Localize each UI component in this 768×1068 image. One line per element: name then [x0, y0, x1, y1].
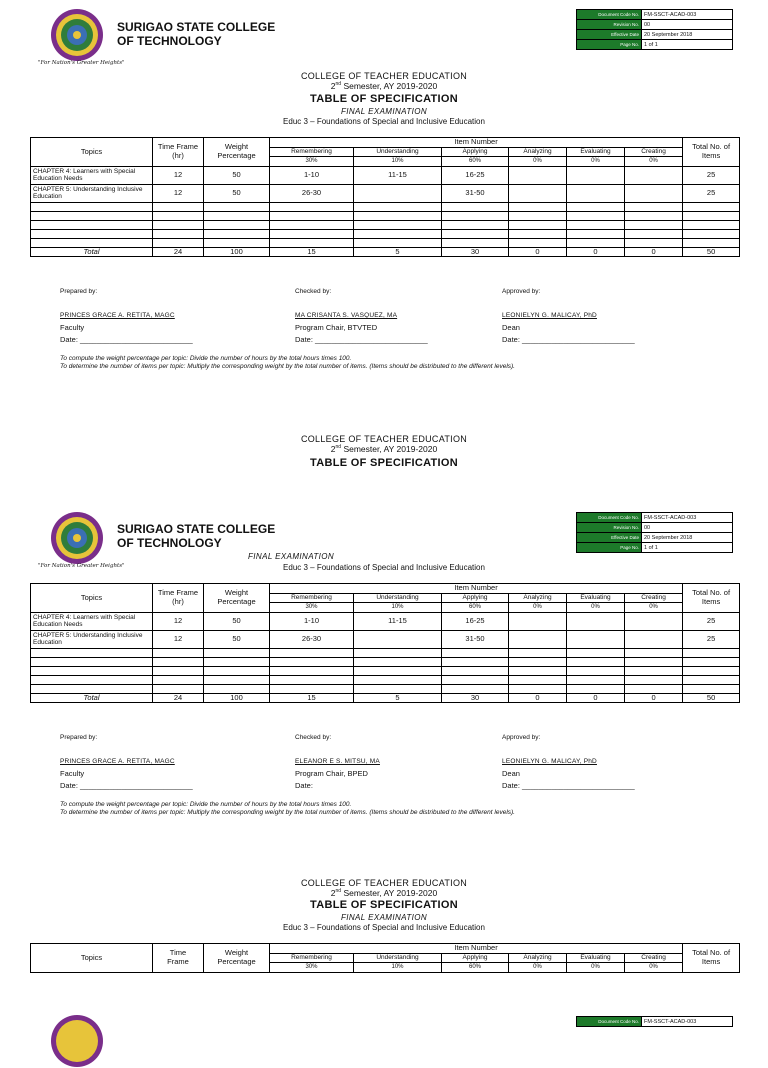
level-evaluating: Evaluating: [567, 953, 625, 963]
approved-by-block: Approved by: LEONIELYN G. MALICAY, PhD Dean Date: ___________________________: [502, 734, 635, 790]
level-understanding: Understanding: [354, 147, 442, 157]
header-total-items: Total No. of Items: [683, 138, 740, 167]
level-creating: Creating: [625, 953, 683, 963]
header-item-number: Item Number: [270, 584, 683, 594]
pct-remembering: 30%: [270, 963, 354, 973]
approved-by-block: Approved by: LEONIELYN G. MALICAY, PhD Dean Date: ___________________________: [502, 288, 635, 344]
school-tagline: "For Nation's Greater Heights": [38, 563, 125, 569]
pct-understanding: 10%: [354, 603, 442, 613]
course-title: Educ 3 – Foundations of Special and Inclusive Education: [283, 923, 485, 932]
prepared-by-name: PRINCES GRACE A. RETITA, MAGC: [60, 312, 175, 319]
level-remembering: Remembering: [270, 593, 354, 603]
pct-applying: 60%: [442, 157, 509, 167]
level-analyzing: Analyzing: [509, 593, 567, 603]
specification-table: [30, 583, 740, 703]
semester-heading: 2nd Semester, AY 2019-2020: [330, 444, 438, 454]
specification-table: [30, 137, 740, 257]
header-weight: Weight Percentage: [204, 138, 270, 167]
level-understanding: Understanding: [354, 953, 442, 963]
exam-title: FINAL EXAMINATION: [248, 552, 335, 561]
pct-creating: 0%: [625, 157, 683, 167]
level-evaluating: Evaluating: [567, 147, 625, 157]
college-heading: COLLEGE OF TEACHER EDUCATION: [300, 878, 468, 888]
empty-row: [31, 684, 740, 693]
table-row: CHAPTER 5: Understanding Inclusive Education 12 50 26-30 31-50 25: [31, 184, 740, 202]
empty-row: [31, 648, 740, 657]
document-title: TABLE OF SPECIFICATION: [310, 899, 458, 911]
level-analyzing: Analyzing: [509, 953, 567, 963]
college-heading: COLLEGE OF TEACHER EDUCATION: [300, 434, 468, 444]
header-topics: Topics: [31, 138, 153, 167]
pct-applying: 60%: [442, 603, 509, 613]
pct-creating: 0%: [625, 963, 683, 973]
specification-table: [30, 943, 740, 973]
header-topics: Topics: [31, 944, 153, 973]
pct-understanding: 10%: [354, 157, 442, 167]
college-heading: COLLEGE OF TEACHER EDUCATION: [300, 71, 468, 81]
level-creating: Creating: [625, 593, 683, 603]
semester-heading: 2nd Semester, AY 2019-2020: [330, 888, 438, 898]
empty-row: [31, 675, 740, 684]
pct-analyzing: 0%: [509, 963, 567, 973]
checked-by-name: ELEANOR E S. MITSU, MA: [295, 758, 380, 765]
prepared-by-name: PRINCES GRACE A. RETITA, MAGC: [60, 758, 175, 765]
header-weight: Weight Percentage: [204, 584, 270, 613]
college-seal-logo: [50, 1014, 104, 1068]
level-remembering: Remembering: [270, 147, 354, 157]
instructions-note: To compute the weight percentage per topic: Divide the number of hours by the total hours times 100. To determine the number of items per topic: Multiply the corresponding weight by the total number of items. (Items should be distributed to the different levels).: [60, 801, 515, 816]
pct-creating: 0%: [625, 603, 683, 613]
level-applying: Applying: [442, 147, 509, 157]
empty-row: [31, 220, 740, 229]
school-name: SURIGAO STATE COLLEGE OF TECHNOLOGY: [117, 522, 276, 550]
empty-row: [31, 211, 740, 220]
exam-title: FINAL EXAMINATION: [340, 913, 428, 922]
level-applying: Applying: [442, 953, 509, 963]
prepared-by-block: Prepared by: PRINCES GRACE A. RETITA, MAGC Faculty Date: ___________________________: [60, 734, 193, 790]
level-creating: Creating: [625, 147, 683, 157]
pct-evaluating: 0%: [567, 157, 625, 167]
table-row: CHAPTER 4: Learners with Special Education Needs 12 50 1-10 11-15 16-25 25: [31, 612, 740, 630]
approved-by-name: LEONIELYN G. MALICAY, PhD: [502, 312, 597, 319]
checked-by-name: MA CRISANTA S. VASQUEZ, MA: [295, 312, 398, 319]
instructions-note: To compute the weight percentage per topic: Divide the number of hours by the total hours times 100. To determine the number of items per topic: Multiply the corresponding weight by the total number of items. (Items should be distributed to the different levels).: [60, 355, 515, 370]
table-row: CHAPTER 5: Understanding Inclusive Education 12 50 26-30 31-50 25: [31, 630, 740, 648]
level-applying: Applying: [442, 593, 509, 603]
checked-by-block: Checked by: MA CRISANTA S. VASQUEZ, MA Program Chair, BTVTED Date: ___________________________: [295, 288, 428, 344]
checked-by-block: Checked by: ELEANOR E S. MITSU, MA Program Chair, BPED Date:: [295, 734, 380, 790]
empty-row: [31, 238, 740, 247]
semester-heading: 2nd Semester, AY 2019-2020: [330, 81, 438, 91]
approved-by-name: LEONIELYN G. MALICAY, PhD: [502, 758, 597, 765]
college-seal-logo: [50, 511, 104, 565]
empty-row: [31, 229, 740, 238]
empty-row: [31, 666, 740, 675]
college-seal-logo: [50, 8, 104, 62]
header-item-number: Item Number: [270, 138, 683, 148]
pct-evaluating: 0%: [567, 963, 625, 973]
document-code-table: Document Code No. FM-SSCT-ACAD-003 Revision No. 00 Effective Date 20 September 2018 Page No. 1 of 1: [576, 9, 733, 50]
pct-evaluating: 0%: [567, 603, 625, 613]
header-time-frame: Time Frame: [153, 944, 204, 973]
document-code-table: Document Code No. FM-SSCT-ACAD-003 Revision No. 00 Effective Date 20 September 2018 Page No. 1 of 1: [576, 512, 733, 553]
pct-remembering: 30%: [270, 603, 354, 613]
level-remembering: Remembering: [270, 953, 354, 963]
pct-analyzing: 0%: [509, 603, 567, 613]
document-title: TABLE OF SPECIFICATION: [310, 457, 458, 469]
header-time-frame: Time Frame (hr): [153, 138, 204, 167]
exam-title: FINAL EXAMINATION: [340, 107, 428, 116]
totals-row: Total 24 100 15 5 30 0 0 0 50: [31, 693, 740, 702]
level-analyzing: Analyzing: [509, 147, 567, 157]
level-evaluating: Evaluating: [567, 593, 625, 603]
prepared-by-block: Prepared by: PRINCES GRACE A. RETITA, MAGC Faculty Date: ___________________________: [60, 288, 193, 344]
pct-analyzing: 0%: [509, 157, 567, 167]
level-understanding: Understanding: [354, 593, 442, 603]
header-item-number: Item Number: [270, 944, 683, 954]
course-title: Educ 3 – Foundations of Special and Inclusive Education: [283, 563, 485, 572]
school-name: SURIGAO STATE COLLEGE OF TECHNOLOGY: [117, 20, 276, 48]
empty-row: [31, 657, 740, 666]
pct-applying: 60%: [442, 963, 509, 973]
header-time-frame: Time Frame (hr): [153, 584, 204, 613]
header-total-items: Total No. of Items: [683, 944, 740, 973]
totals-row: Total 24 100 15 5 30 0 0 0 50: [31, 247, 740, 256]
table-row: CHAPTER 4: Learners with Special Education Needs 12 50 1-10 11-15 16-25 25: [31, 166, 740, 184]
school-tagline: "For Nation's Greater Heights": [38, 60, 125, 66]
empty-row: [31, 202, 740, 211]
header-weight: Weight Percentage: [204, 944, 270, 973]
pct-understanding: 10%: [354, 963, 442, 973]
course-title: Educ 3 – Foundations of Special and Inclusive Education: [283, 117, 485, 126]
document-title: TABLE OF SPECIFICATION: [310, 93, 458, 105]
header-topics: Topics: [31, 584, 153, 613]
header-total-items: Total No. of Items: [683, 584, 740, 613]
document-code-table: Document Code No. FM-SSCT-ACAD-003: [576, 1016, 733, 1027]
pct-remembering: 30%: [270, 157, 354, 167]
